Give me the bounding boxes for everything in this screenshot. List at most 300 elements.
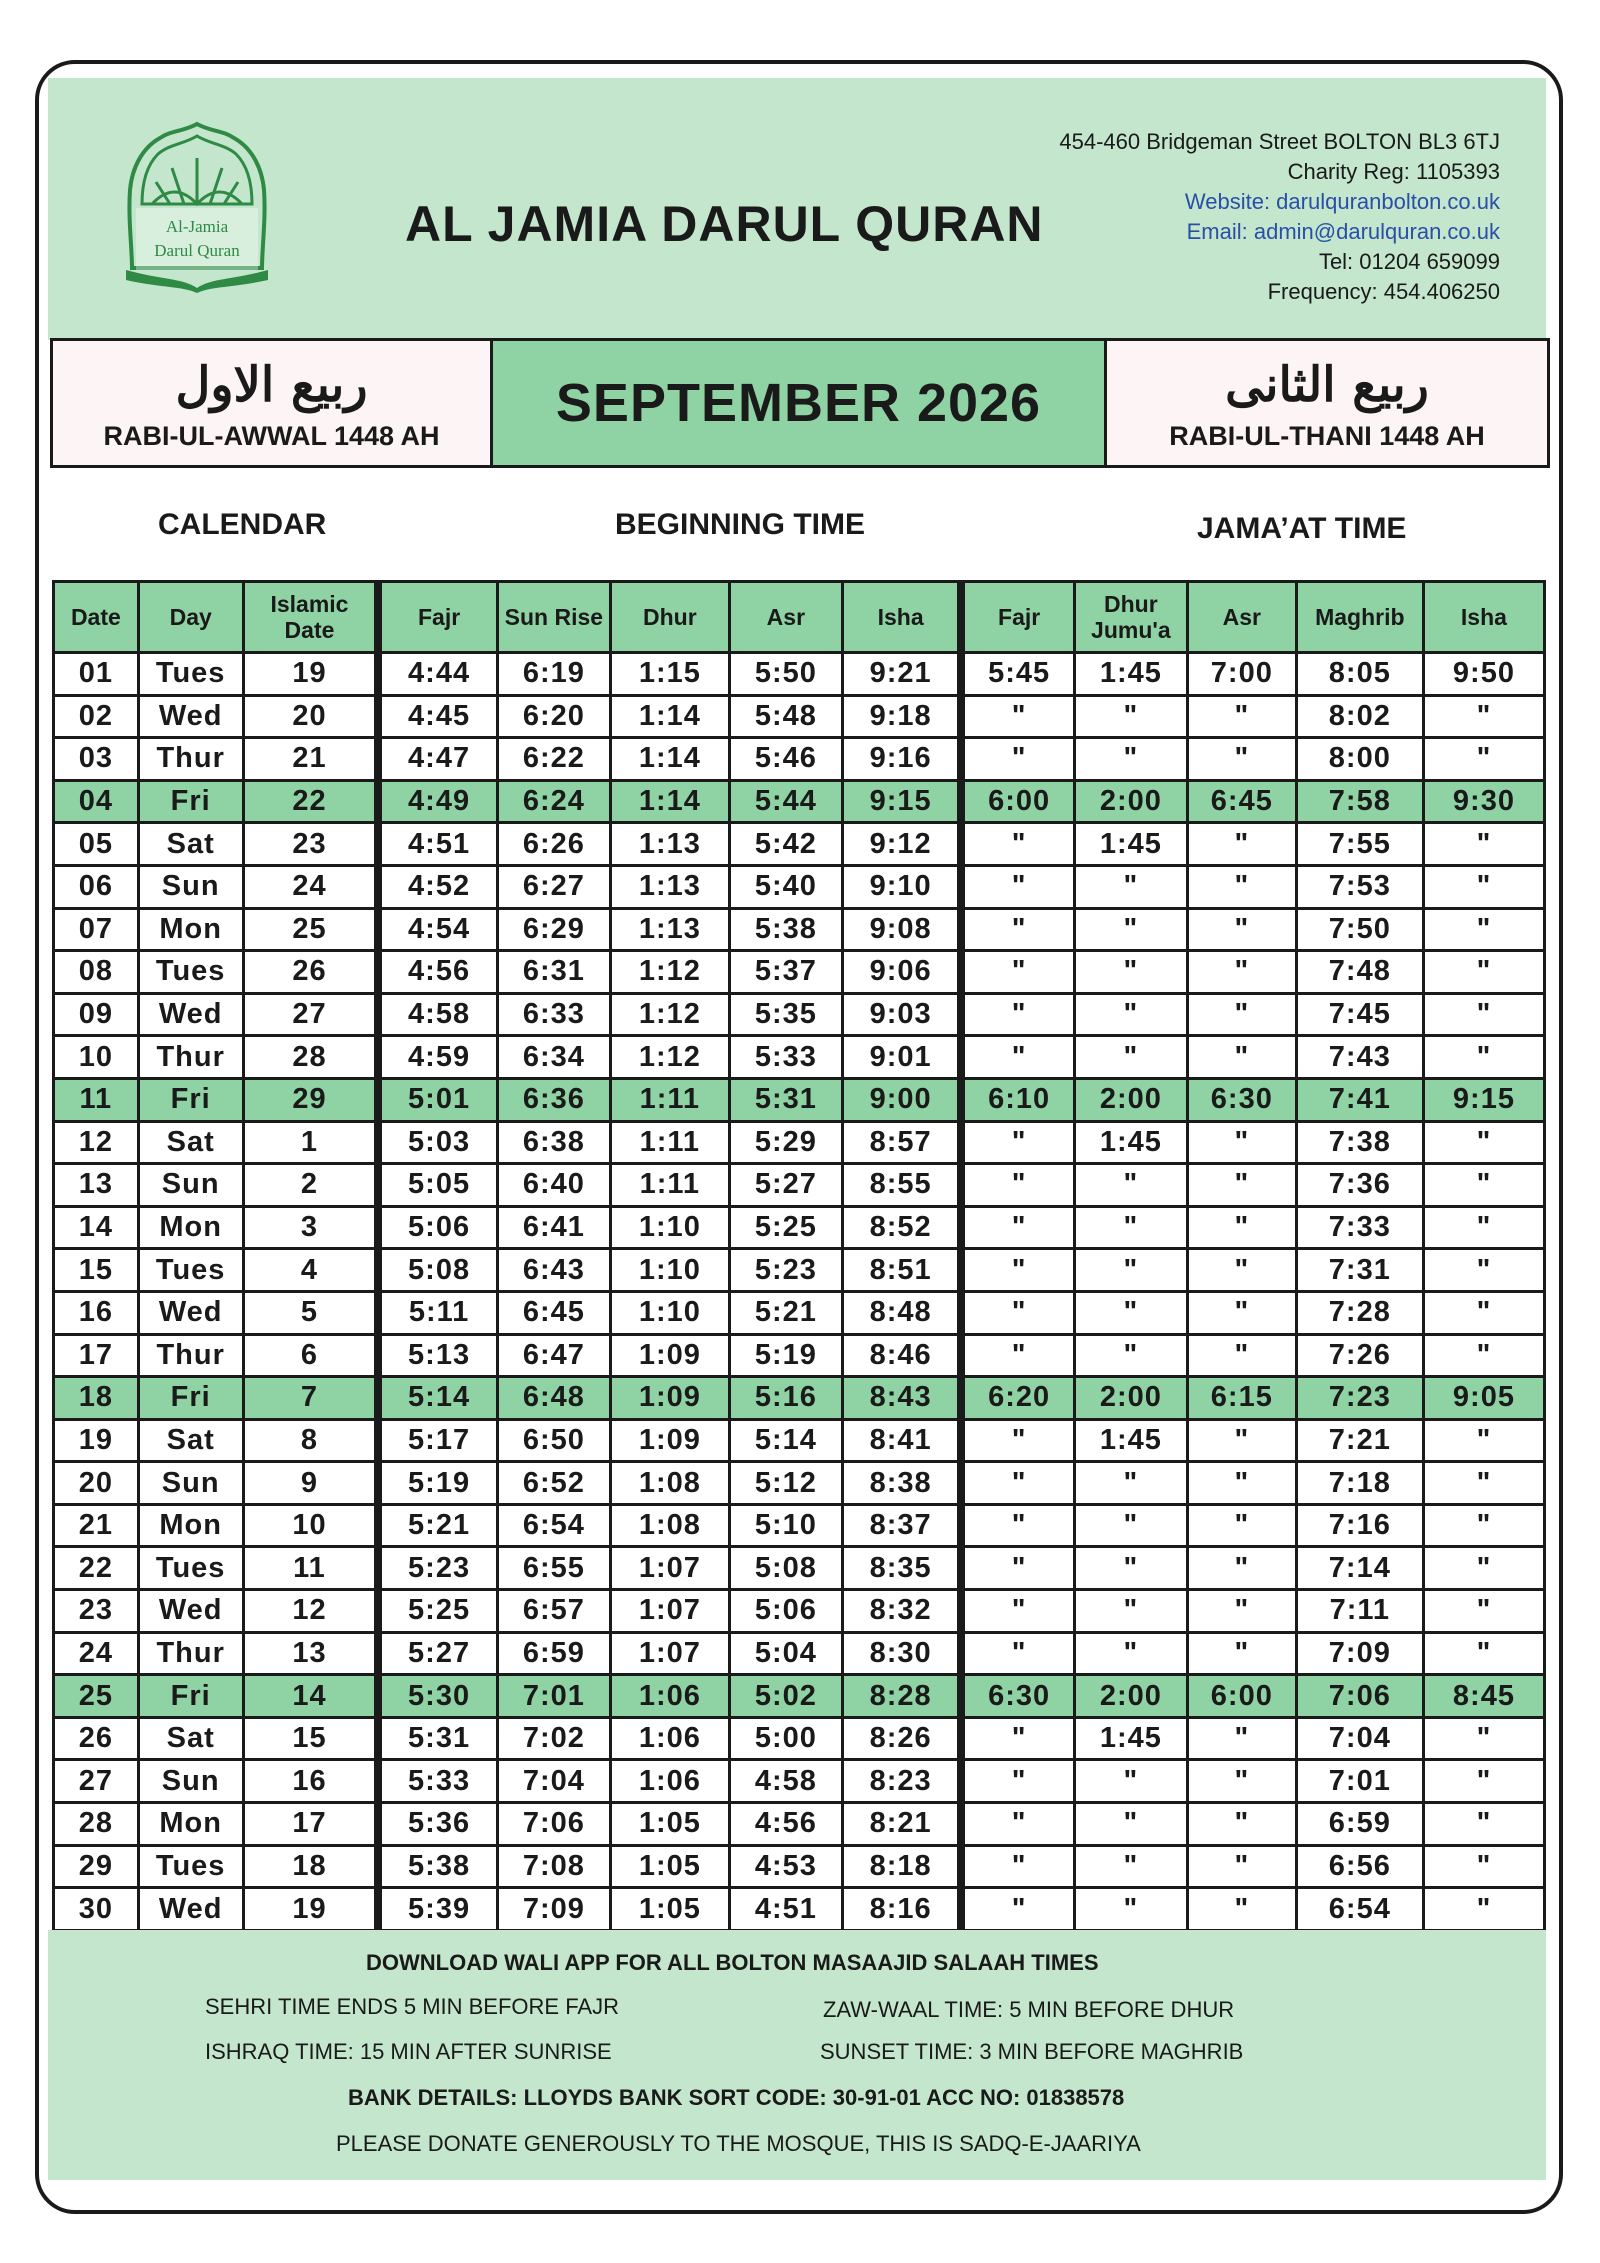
cell-sunrise: 6:29: [497, 908, 610, 951]
cell-dhur-begin: 1:10: [610, 1249, 729, 1292]
cell-fajr-jamaat: 6:20: [961, 1377, 1074, 1420]
cell-fajr-jamaat: ": [961, 1291, 1074, 1334]
cell-day: Tues: [138, 1845, 243, 1888]
cell-sunrise: 6:34: [497, 1036, 610, 1079]
cell-maghrib-jamaat: 7:28: [1296, 1291, 1423, 1334]
cell-day: Sun: [138, 865, 243, 908]
cell-asr-jamaat: 6:30: [1187, 1078, 1296, 1121]
table-row: [54, 695, 1545, 738]
table-row: [54, 1547, 1545, 1590]
cell-fajr-begin: 5:08: [378, 1249, 497, 1292]
cell-dhur-begin: 1:13: [610, 865, 729, 908]
cell-dhur-begin: 1:11: [610, 1121, 729, 1164]
hijri-month-start-label: RABI-UL-AWWAL 1448 AH: [103, 420, 440, 451]
cell-day: Sat: [138, 1121, 243, 1164]
cell-sunrise: 6:59: [497, 1632, 610, 1675]
cell-date: 05: [54, 823, 139, 866]
cell-isha-jamaat: ": [1423, 1462, 1544, 1505]
cell-fajr-jamaat: ": [961, 1462, 1074, 1505]
cell-day: Thur: [138, 1036, 243, 1079]
cell-isha-begin: 8:37: [842, 1504, 961, 1547]
cell-fajr-begin: 4:58: [378, 993, 497, 1036]
table-row: [54, 951, 1545, 994]
cell-islamic-date: 13: [243, 1632, 378, 1675]
cell-dhur-jamaat: ": [1074, 1206, 1187, 1249]
cell-islamic-date: 8: [243, 1419, 378, 1462]
cell-day: Fri: [138, 1675, 243, 1718]
cell-isha-jamaat: 8:45: [1423, 1675, 1544, 1718]
cell-fajr-jamaat: 6:10: [961, 1078, 1074, 1121]
cell-fajr-begin: 5:33: [378, 1760, 497, 1803]
cell-dhur-begin: 1:05: [610, 1803, 729, 1846]
cell-maghrib-jamaat: 7:36: [1296, 1164, 1423, 1207]
cell-date: 15: [54, 1249, 139, 1292]
table-row: [54, 1888, 1545, 1931]
cell-day: Wed: [138, 1888, 243, 1931]
cell-maghrib-jamaat: 7:18: [1296, 1462, 1423, 1505]
cell-isha-jamaat: ": [1423, 1121, 1544, 1164]
cell-dhur-jamaat: ": [1074, 1462, 1187, 1505]
cell-fajr-jamaat: ": [961, 1249, 1074, 1292]
cell-day: Wed: [138, 993, 243, 1036]
cell-isha-jamaat: ": [1423, 951, 1544, 994]
cell-asr-jamaat: 6:45: [1187, 780, 1296, 823]
cell-islamic-date: 10: [243, 1504, 378, 1547]
cell-isha-jamaat: ": [1423, 1845, 1544, 1888]
cell-isha-jamaat: ": [1423, 908, 1544, 951]
cell-asr-begin: 5:44: [729, 780, 842, 823]
cell-dhur-begin: 1:08: [610, 1504, 729, 1547]
cell-date: 09: [54, 993, 139, 1036]
cell-fajr-begin: 4:44: [378, 653, 497, 696]
arabic-month-end: ربيع الثانى: [1225, 356, 1429, 413]
col-header-islamic-date: Islamic Date: [243, 582, 378, 653]
cell-fajr-jamaat: ": [961, 1760, 1074, 1803]
cell-sunrise: 7:02: [497, 1717, 610, 1760]
cell-date: 08: [54, 951, 139, 994]
cell-maghrib-jamaat: 7:11: [1296, 1590, 1423, 1633]
gregorian-month: [493, 341, 1107, 465]
cell-fajr-jamaat: ": [961, 1547, 1074, 1590]
cell-day: Fri: [138, 780, 243, 823]
cell-fajr-jamaat: ": [961, 993, 1074, 1036]
cell-fajr-jamaat: ": [961, 1504, 1074, 1547]
cell-isha-jamaat: ": [1423, 1504, 1544, 1547]
cell-maghrib-jamaat: 8:02: [1296, 695, 1423, 738]
cell-islamic-date: 9: [243, 1462, 378, 1505]
cell-date: 06: [54, 865, 139, 908]
hijri-month-end-label: RABI-UL-THANI 1448 AH: [1169, 420, 1485, 451]
cell-asr-jamaat: ": [1187, 1504, 1296, 1547]
table-row: [54, 1419, 1545, 1462]
col-header-day: Day: [138, 582, 243, 653]
telephone: Tel: 01204 659099: [1318, 249, 1500, 274]
cell-isha-begin: 8:55: [842, 1164, 961, 1207]
cell-maghrib-jamaat: 7:50: [1296, 908, 1423, 951]
cell-asr-begin: 5:14: [729, 1419, 842, 1462]
cell-dhur-jamaat: 2:00: [1074, 1377, 1187, 1420]
cell-sunrise: 6:20: [497, 695, 610, 738]
col-header-date: Date: [54, 582, 139, 653]
cell-fajr-jamaat: ": [961, 1888, 1074, 1931]
cell-maghrib-jamaat: 7:41: [1296, 1078, 1423, 1121]
cell-maghrib-jamaat: 7:14: [1296, 1547, 1423, 1590]
cell-date: 22: [54, 1547, 139, 1590]
cell-islamic-date: 28: [243, 1036, 378, 1079]
col-header-maghrib-jamaat: Maghrib: [1296, 582, 1423, 653]
table-row: [54, 1377, 1545, 1420]
cell-sunrise: 6:41: [497, 1206, 610, 1249]
cell-islamic-date: 7: [243, 1377, 378, 1420]
table-row: [54, 1121, 1545, 1164]
cell-date: 29: [54, 1845, 139, 1888]
cell-isha-begin: 8:30: [842, 1632, 961, 1675]
cell-isha-jamaat: 9:05: [1423, 1377, 1544, 1420]
cell-sunrise: 6:19: [497, 653, 610, 696]
cell-maghrib-jamaat: 7:06: [1296, 1675, 1423, 1718]
cell-fajr-jamaat: ": [961, 1632, 1074, 1675]
mosque-logo: [112, 118, 282, 293]
cell-asr-begin: 5:29: [729, 1121, 842, 1164]
cell-dhur-begin: 1:12: [610, 951, 729, 994]
cell-asr-jamaat: ": [1187, 865, 1296, 908]
cell-dhur-begin: 1:06: [610, 1675, 729, 1718]
cell-dhur-jamaat: ": [1074, 1760, 1187, 1803]
cell-fajr-begin: 4:45: [378, 695, 497, 738]
cell-fajr-jamaat: ": [961, 1803, 1074, 1846]
cell-dhur-begin: 1:07: [610, 1632, 729, 1675]
table-row: [54, 1078, 1545, 1121]
table-row: [54, 1590, 1545, 1633]
table-row: [54, 1334, 1545, 1377]
col-header-dhur-jamaat: Dhur Jumu'a: [1074, 582, 1187, 653]
address: 454-460 Bridgeman Street BOLTON BL3 6TJ: [1059, 129, 1500, 154]
cell-isha-jamaat: ": [1423, 1206, 1544, 1249]
cell-sunrise: 6:38: [497, 1121, 610, 1164]
cell-dhur-jamaat: 1:45: [1074, 653, 1187, 696]
cell-sunrise: 6:47: [497, 1334, 610, 1377]
footer-ishraq: ISHRAQ TIME: 15 MIN AFTER SUNRISE: [205, 2039, 612, 2064]
table-row: [54, 1504, 1545, 1547]
cell-asr-begin: 5:04: [729, 1632, 842, 1675]
cell-day: Sat: [138, 823, 243, 866]
cell-date: 24: [54, 1632, 139, 1675]
cell-maghrib-jamaat: 7:31: [1296, 1249, 1423, 1292]
section-calendar: CALENDAR: [158, 508, 327, 541]
cell-maghrib-jamaat: 7:09: [1296, 1632, 1423, 1675]
footer-sehri: SEHRI TIME ENDS 5 MIN BEFORE FAJR: [205, 1994, 619, 2019]
cell-sunrise: 6:54: [497, 1504, 610, 1547]
cell-dhur-begin: 1:10: [610, 1206, 729, 1249]
cell-fajr-begin: 5:03: [378, 1121, 497, 1164]
cell-sunrise: 7:09: [497, 1888, 610, 1931]
radio-frequency: Frequency: 454.406250: [1267, 279, 1500, 304]
cell-day: Sat: [138, 1717, 243, 1760]
cell-sunrise: 6:26: [497, 823, 610, 866]
cell-asr-begin: 5:46: [729, 738, 842, 781]
cell-dhur-jamaat: ": [1074, 865, 1187, 908]
cell-date: 19: [54, 1419, 139, 1462]
cell-sunrise: 6:43: [497, 1249, 610, 1292]
cell-date: 04: [54, 780, 139, 823]
cell-dhur-begin: 1:14: [610, 738, 729, 781]
cell-asr-begin: 5:10: [729, 1504, 842, 1547]
cell-isha-begin: 9:00: [842, 1078, 961, 1121]
cell-fajr-begin: 5:36: [378, 1803, 497, 1846]
cell-islamic-date: 26: [243, 951, 378, 994]
cell-asr-jamaat: ": [1187, 951, 1296, 994]
cell-fajr-begin: 4:59: [378, 1036, 497, 1079]
cell-isha-begin: 9:03: [842, 993, 961, 1036]
cell-dhur-jamaat: 1:45: [1074, 1717, 1187, 1760]
cell-dhur-begin: 1:11: [610, 1164, 729, 1207]
table-row: [54, 653, 1545, 696]
cell-fajr-jamaat: ": [961, 1206, 1074, 1249]
cell-islamic-date: 4: [243, 1249, 378, 1292]
table-header-row: [54, 582, 1545, 653]
footer-app-notice: DOWNLOAD WALI APP FOR ALL BOLTON MASAAJID SALAAH TIMES: [366, 1950, 1099, 1975]
cell-maghrib-jamaat: 6:54: [1296, 1888, 1423, 1931]
cell-isha-begin: 8:52: [842, 1206, 961, 1249]
cell-islamic-date: 24: [243, 865, 378, 908]
cell-asr-jamaat: 7:00: [1187, 653, 1296, 696]
cell-maghrib-jamaat: 7:38: [1296, 1121, 1423, 1164]
cell-fajr-begin: 5:21: [378, 1504, 497, 1547]
cell-dhur-jamaat: 2:00: [1074, 780, 1187, 823]
cell-dhur-jamaat: ": [1074, 738, 1187, 781]
cell-dhur-jamaat: ": [1074, 1249, 1187, 1292]
cell-fajr-begin: 4:52: [378, 865, 497, 908]
table-row: [54, 1717, 1545, 1760]
cell-date: 23: [54, 1590, 139, 1633]
cell-maghrib-jamaat: 7:53: [1296, 865, 1423, 908]
cell-asr-jamaat: ": [1187, 1590, 1296, 1633]
col-header-dhur-begin: Dhur: [610, 582, 729, 653]
cell-asr-begin: 5:02: [729, 1675, 842, 1718]
cell-isha-begin: 9:18: [842, 695, 961, 738]
cell-day: Tues: [138, 653, 243, 696]
cell-maghrib-jamaat: 7:26: [1296, 1334, 1423, 1377]
hijri-month-start: [53, 341, 493, 465]
cell-asr-jamaat: ": [1187, 823, 1296, 866]
cell-isha-jamaat: 9:30: [1423, 780, 1544, 823]
cell-maghrib-jamaat: 7:48: [1296, 951, 1423, 994]
table-body: [54, 653, 1545, 1931]
cell-fajr-begin: 5:11: [378, 1291, 497, 1334]
cell-fajr-jamaat: ": [961, 865, 1074, 908]
cell-asr-begin: 5:21: [729, 1291, 842, 1334]
cell-day: Mon: [138, 1504, 243, 1547]
table-row: [54, 780, 1545, 823]
cell-maghrib-jamaat: 7:23: [1296, 1377, 1423, 1420]
cell-asr-jamaat: ": [1187, 1291, 1296, 1334]
cell-maghrib-jamaat: 6:59: [1296, 1803, 1423, 1846]
cell-isha-jamaat: ": [1423, 1291, 1544, 1334]
cell-dhur-jamaat: ": [1074, 1590, 1187, 1633]
cell-dhur-begin: 1:14: [610, 695, 729, 738]
cell-asr-begin: 5:00: [729, 1717, 842, 1760]
cell-fajr-jamaat: ": [961, 1419, 1074, 1462]
cell-maghrib-jamaat: 8:00: [1296, 738, 1423, 781]
cell-dhur-jamaat: ": [1074, 1888, 1187, 1931]
cell-asr-jamaat: ": [1187, 1717, 1296, 1760]
cell-asr-jamaat: ": [1187, 1419, 1296, 1462]
cell-dhur-jamaat: ": [1074, 1845, 1187, 1888]
cell-fajr-begin: 5:23: [378, 1547, 497, 1590]
cell-dhur-jamaat: ": [1074, 1547, 1187, 1590]
cell-islamic-date: 29: [243, 1078, 378, 1121]
footer-sunset: SUNSET TIME: 3 MIN BEFORE MAGHRIB: [820, 2039, 1244, 2064]
cell-day: Fri: [138, 1377, 243, 1420]
cell-asr-jamaat: ": [1187, 1632, 1296, 1675]
cell-islamic-date: 12: [243, 1590, 378, 1633]
charity-reg: Charity Reg: 1105393: [1287, 159, 1500, 184]
cell-asr-begin: 5:33: [729, 1036, 842, 1079]
cell-islamic-date: 5: [243, 1291, 378, 1334]
table-row: [54, 1845, 1545, 1888]
cell-dhur-begin: 1:12: [610, 1036, 729, 1079]
email-link[interactable]: Email: admin@darulquran.co.uk: [1186, 219, 1500, 244]
cell-fajr-jamaat: ": [961, 908, 1074, 951]
cell-fajr-jamaat: 6:00: [961, 780, 1074, 823]
cell-dhur-begin: 1:11: [610, 1078, 729, 1121]
cell-islamic-date: 3: [243, 1206, 378, 1249]
cell-sunrise: 7:06: [497, 1803, 610, 1846]
table-row: [54, 1462, 1545, 1505]
cell-day: Tues: [138, 1547, 243, 1590]
cell-sunrise: 6:22: [497, 738, 610, 781]
cell-fajr-begin: 5:19: [378, 1462, 497, 1505]
table-row: [54, 1632, 1545, 1675]
cell-asr-jamaat: 6:00: [1187, 1675, 1296, 1718]
cell-sunrise: 7:01: [497, 1675, 610, 1718]
cell-date: 02: [54, 695, 139, 738]
cell-dhur-begin: 1:07: [610, 1590, 729, 1633]
month-banner: [50, 338, 1550, 468]
cell-asr-begin: 5:40: [729, 865, 842, 908]
cell-fajr-jamaat: 6:30: [961, 1675, 1074, 1718]
cell-isha-begin: 9:12: [842, 823, 961, 866]
cell-islamic-date: 23: [243, 823, 378, 866]
cell-fajr-begin: 4:56: [378, 951, 497, 994]
cell-isha-begin: 8:23: [842, 1760, 961, 1803]
cell-day: Thur: [138, 1632, 243, 1675]
cell-dhur-jamaat: ": [1074, 993, 1187, 1036]
logo-text-line2: Darul Quran: [154, 241, 240, 260]
cell-islamic-date: 25: [243, 908, 378, 951]
cell-asr-jamaat: ": [1187, 695, 1296, 738]
cell-asr-jamaat: ": [1187, 1462, 1296, 1505]
cell-asr-jamaat: ": [1187, 1206, 1296, 1249]
cell-fajr-jamaat: 5:45: [961, 653, 1074, 696]
cell-date: 21: [54, 1504, 139, 1547]
cell-day: Sun: [138, 1164, 243, 1207]
cell-fajr-begin: 5:14: [378, 1377, 497, 1420]
cell-sunrise: 7:04: [497, 1760, 610, 1803]
cell-day: Wed: [138, 695, 243, 738]
cell-sunrise: 7:08: [497, 1845, 610, 1888]
cell-islamic-date: 6: [243, 1334, 378, 1377]
cell-date: 01: [54, 653, 139, 696]
table-row: [54, 993, 1545, 1036]
cell-maghrib-jamaat: 7:33: [1296, 1206, 1423, 1249]
cell-date: 30: [54, 1888, 139, 1931]
cell-dhur-begin: 1:07: [610, 1547, 729, 1590]
cell-dhur-begin: 1:13: [610, 823, 729, 866]
cell-isha-begin: 9:06: [842, 951, 961, 994]
cell-asr-jamaat: ": [1187, 1121, 1296, 1164]
section-beginning-time: BEGINNING TIME: [615, 508, 866, 541]
cell-isha-jamaat: ": [1423, 1590, 1544, 1633]
cell-dhur-begin: 1:09: [610, 1334, 729, 1377]
cell-isha-jamaat: 9:50: [1423, 653, 1544, 696]
cell-islamic-date: 22: [243, 780, 378, 823]
cell-isha-begin: 8:18: [842, 1845, 961, 1888]
website-link[interactable]: Website: darulquranbolton.co.uk: [1184, 189, 1500, 214]
cell-fajr-jamaat: ": [961, 1845, 1074, 1888]
footer-bank-details: BANK DETAILS: LLOYDS BANK SORT CODE: 30-91-01 ACC NO: 01838578: [348, 2085, 1125, 2110]
cell-isha-jamaat: ": [1423, 1888, 1544, 1931]
cell-dhur-jamaat: ": [1074, 1036, 1187, 1079]
cell-fajr-begin: 5:06: [378, 1206, 497, 1249]
cell-islamic-date: 19: [243, 653, 378, 696]
cell-fajr-begin: 5:05: [378, 1164, 497, 1207]
cell-islamic-date: 18: [243, 1845, 378, 1888]
table-row: [54, 738, 1545, 781]
cell-isha-jamaat: ": [1423, 1164, 1544, 1207]
cell-date: 03: [54, 738, 139, 781]
cell-asr-begin: 4:51: [729, 1888, 842, 1931]
section-jamaat-time: JAMA’AT TIME: [1197, 512, 1407, 545]
cell-asr-jamaat: ": [1187, 1547, 1296, 1590]
cell-isha-jamaat: ": [1423, 1419, 1544, 1462]
cell-asr-jamaat: ": [1187, 993, 1296, 1036]
table-row: [54, 1036, 1545, 1079]
cell-day: Thur: [138, 738, 243, 781]
cell-isha-jamaat: ": [1423, 738, 1544, 781]
cell-fajr-jamaat: ": [961, 1036, 1074, 1079]
cell-dhur-jamaat: 1:45: [1074, 1419, 1187, 1462]
cell-date: 17: [54, 1334, 139, 1377]
cell-sunrise: 6:57: [497, 1590, 610, 1633]
cell-fajr-jamaat: ": [961, 1590, 1074, 1633]
month-title: SEPTEMBER 2026: [555, 373, 1042, 433]
cell-dhur-begin: 1:05: [610, 1845, 729, 1888]
cell-date: 18: [54, 1377, 139, 1420]
cell-asr-begin: 5:48: [729, 695, 842, 738]
cell-isha-begin: 9:15: [842, 780, 961, 823]
cell-islamic-date: 21: [243, 738, 378, 781]
cell-fajr-begin: 5:25: [378, 1590, 497, 1633]
table-row: [54, 1291, 1545, 1334]
cell-asr-begin: 4:56: [729, 1803, 842, 1846]
cell-day: Tues: [138, 1249, 243, 1292]
cell-sunrise: 6:55: [497, 1547, 610, 1590]
cell-asr-jamaat: ": [1187, 1760, 1296, 1803]
cell-date: 10: [54, 1036, 139, 1079]
cell-islamic-date: 14: [243, 1675, 378, 1718]
cell-dhur-jamaat: 2:00: [1074, 1675, 1187, 1718]
cell-isha-begin: 8:35: [842, 1547, 961, 1590]
cell-islamic-date: 27: [243, 993, 378, 1036]
cell-dhur-jamaat: ": [1074, 1164, 1187, 1207]
cell-asr-begin: 5:35: [729, 993, 842, 1036]
cell-dhur-jamaat: ": [1074, 1632, 1187, 1675]
footer-zawaal: ZAW-WAAL TIME: 5 MIN BEFORE DHUR: [823, 1997, 1235, 2022]
cell-fajr-begin: 5:38: [378, 1845, 497, 1888]
cell-isha-begin: 9:21: [842, 653, 961, 696]
cell-dhur-jamaat: 2:00: [1074, 1078, 1187, 1121]
